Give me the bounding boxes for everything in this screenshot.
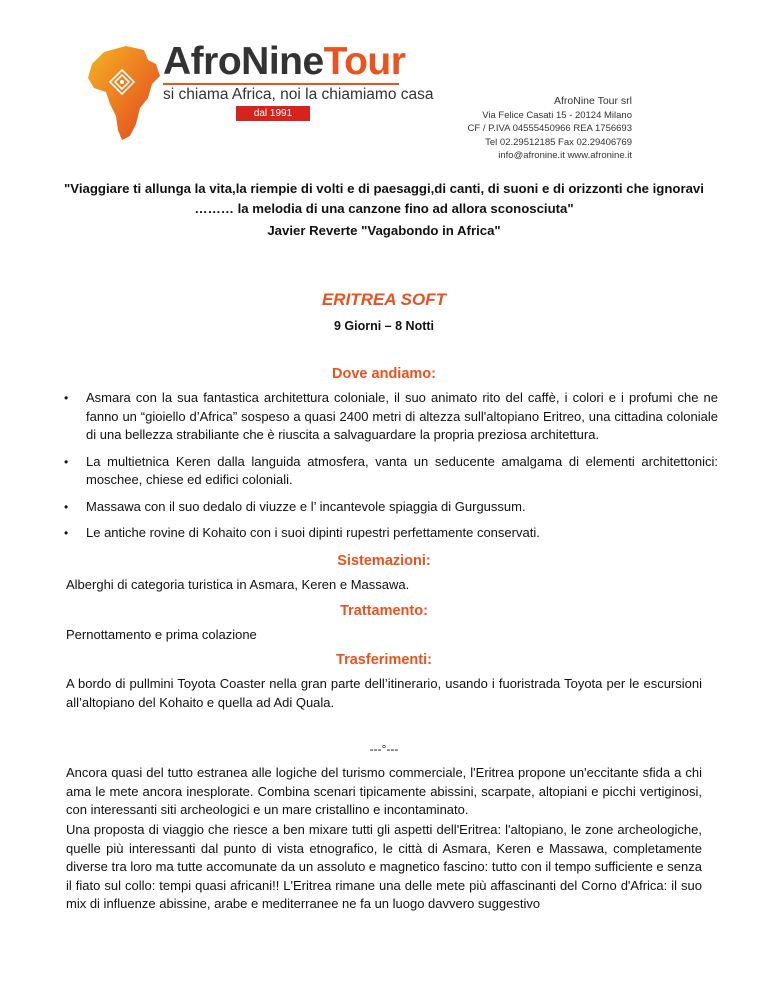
accommodation-text: Alberghi di categoria turistica in Asmara, Keren e Massawa. (66, 577, 410, 592)
company-name: AfroNine Tour srl (553, 95, 632, 107)
company-web: info@afronine.it www.afronine.it (498, 150, 632, 161)
transfers-text: A bordo di pullmini Toyota Coaster nella gran parte dell’itinerario, usando i fuoristrada Toyota per le escursioni all’altopiano del Kohaito e quella ad Adi Quala. (66, 676, 702, 710)
list-item: • Le antiche rovine di Kohaito con i suoi dipinti rupestri perfettamente conservati. (86, 524, 718, 543)
accommodation-heading: Sistemazioni: (337, 553, 431, 569)
since-badge: dal 1991 (236, 106, 310, 121)
brand-name (163, 40, 405, 84)
company-info (468, 95, 632, 163)
quote-line-1: "Viaggiare ti allunga la vita,la riempie di volti e di paesaggi,di canti, di suoni e di orizzonti che ignoravi (64, 181, 704, 196)
transfers-heading: Trasferimenti: (336, 652, 432, 668)
company-phone: Tel 02.29512185 Fax 02.29406769 (485, 136, 632, 148)
tour-duration: 9 Giorni – 8 Notti (333, 319, 434, 333)
quote-line-2: ……… la melodia di una canzone fino ad allora sconosciuta" (194, 201, 574, 216)
board-heading: Trattamento: (340, 603, 428, 619)
where-list (86, 389, 718, 551)
where-heading: Dove andiamo: (332, 366, 436, 382)
brand-tour: Tour (323, 40, 406, 83)
list-item: • Asmara con la sua fantastica architettura coloniale, il suo animato rito del caffè, i colori e i profumi che ne fanno un “gioiello d’Africa” sospeso a quasi 2400 metri di altezza sull'altopiano Eritreo, una cittadina coloniale di una bellezza strabiliante che è riuscita a salvaguardare la propria preziosa architettura. (86, 389, 718, 445)
intro-paragraph-2: Una proposta di viaggio che riesce a ben mixare tutti gli aspetti dell'Eritrea: l'altopiano, le zone archeologiche, quelle più interessanti dal punto di vista etnografico, le città di Asmara, Keren e Massawa, completamente diverse tra loro ma tutte accomunate da un assoluto e magnetico fascino: tutto con il tempo sufficiente e senza il fiato sul collo: tempi quasi africani!! L'Eritrea rimane una delle mete più affascinanti del Corno d'Africa: il suo mix di influenze abissine, arabe e mediterranee ne fa un luogo davvero suggestivo (66, 822, 702, 911)
section-separator: ---°--- (369, 742, 399, 756)
quote-author: Javier Reverte "Vagabondo in Africa" (267, 223, 501, 238)
intro-paragraph-1: Ancora quasi del tutto estranea alle logiche del turismo commerciale, l'Eritrea propone un'eccitante sfida a chi ama le mete ancora inesplorate. Combina scenari tipicamente abissini, scarpate, altopiani e picchi vertiginosi, con interessanti siti archeologici e un mare cristallino e incontaminato. (66, 765, 702, 817)
list-item: • Massawa con il suo dedalo di viuzze e l’ incantevole spiaggia di Gurgussum. (86, 498, 718, 517)
brand-tagline: si chiama Africa, noi la chiamiamo casa (163, 86, 434, 103)
company-fiscal: CF / P.IVA 04555450966 REA 1756693 (467, 123, 632, 134)
brand-underline (163, 83, 399, 85)
tour-title: ERITREA SOFT (321, 290, 447, 309)
list-item: • La multietnica Keren dalla languida atmosfera, vanta un seducente amalgama di elementi architettonici: moschee, chiese ed edifici coloniali. (86, 453, 718, 490)
brand-afro: AfroNine (163, 40, 324, 83)
company-address: Via Felice Casati 15 - 20124 Milano (482, 109, 632, 121)
board-text: Pernottamento e prima colazione (66, 627, 257, 642)
